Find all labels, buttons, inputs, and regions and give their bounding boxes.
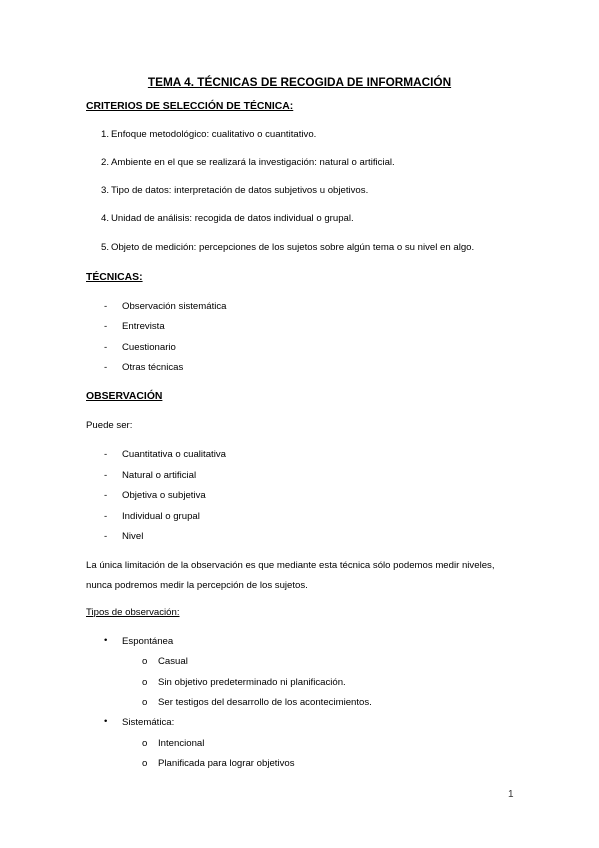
tecnicas-heading: TÉCNICAS:	[86, 272, 143, 283]
criterio-text: Enfoque metodológico: cualitativo o cuantitativo.	[111, 129, 317, 140]
dash-bullet: -	[104, 321, 108, 332]
tipo-label: Sistemática:	[122, 717, 175, 728]
tipo-subitem: Sin objetivo predeterminado ni planificación.	[158, 677, 346, 688]
observacion-item: Nivel	[122, 531, 144, 542]
circle-bullet: o	[142, 697, 148, 708]
circle-bullet: o	[142, 656, 148, 667]
circle-bullet: o	[142, 677, 148, 688]
tipo-subitem: Intencional	[158, 738, 205, 749]
tipo-subitem: Planificada para lograr objetivos	[158, 758, 295, 769]
round-bullet: •	[104, 716, 108, 727]
tipos-heading: Tipos de observación:	[86, 607, 180, 618]
tipo-subitem: Casual	[158, 656, 188, 667]
round-bullet: •	[104, 635, 108, 646]
criterio-number: 5.	[101, 242, 110, 253]
tipo-subitem: Ser testigos del desarrollo de los acontecimientos.	[158, 697, 372, 708]
tipo-label: Espontánea	[122, 636, 174, 647]
dash-bullet: -	[104, 301, 108, 312]
criterio-number: 4.	[101, 213, 110, 224]
observacion-heading: OBSERVACIÓN	[86, 391, 163, 402]
tecnica-item: Observación sistemática	[122, 301, 227, 312]
circle-bullet: o	[142, 758, 148, 769]
criterio-text: Tipo de datos: interpretación de datos subjetivos u objetivos.	[111, 185, 369, 196]
dash-bullet: -	[104, 362, 108, 373]
tecnica-item: Otras técnicas	[122, 362, 184, 373]
limitacion-paragraph-line: La única limitación de la observación es que mediante esta técnica sólo podemos medir niveles,	[86, 560, 495, 571]
criterio-text: Objeto de medición: percepciones de los sujetos sobre algún tema o su nivel en algo.	[111, 242, 475, 253]
dash-bullet: -	[104, 470, 108, 481]
tecnica-item: Cuestionario	[122, 342, 176, 353]
observacion-item: Objetiva o subjetiva	[122, 490, 206, 501]
criterio-text: Ambiente en el que se realizará la investigación: natural o artificial.	[111, 157, 395, 168]
observacion-item: Cuantitativa o cualitativa	[122, 449, 226, 460]
criterio-number: 1.	[101, 129, 110, 140]
criterio-number: 3.	[101, 185, 110, 196]
circle-bullet: o	[142, 738, 148, 749]
criterio-number: 2.	[101, 157, 110, 168]
dash-bullet: -	[104, 490, 108, 501]
dash-bullet: -	[104, 342, 108, 353]
observacion-item: Individual o grupal	[122, 511, 200, 522]
dash-bullet: -	[104, 511, 108, 522]
dash-bullet: -	[104, 531, 108, 542]
tecnica-item: Entrevista	[122, 321, 165, 332]
criterio-text: Unidad de análisis: recogida de datos individual o grupal.	[111, 213, 354, 224]
criterios-heading: CRITERIOS DE SELECCIÓN DE TÉCNICA:	[86, 101, 294, 112]
page-number: 1	[508, 789, 514, 800]
dash-bullet: -	[104, 449, 108, 460]
observacion-item: Natural o artificial	[122, 470, 197, 481]
limitacion-paragraph-line: nunca podremos medir la percepción de los sujetos.	[86, 580, 308, 591]
observacion-intro: Puede ser:	[86, 420, 133, 431]
document-title: TEMA 4. TÉCNICAS DE RECOGIDA DE INFORMACIÓN	[147, 75, 452, 89]
